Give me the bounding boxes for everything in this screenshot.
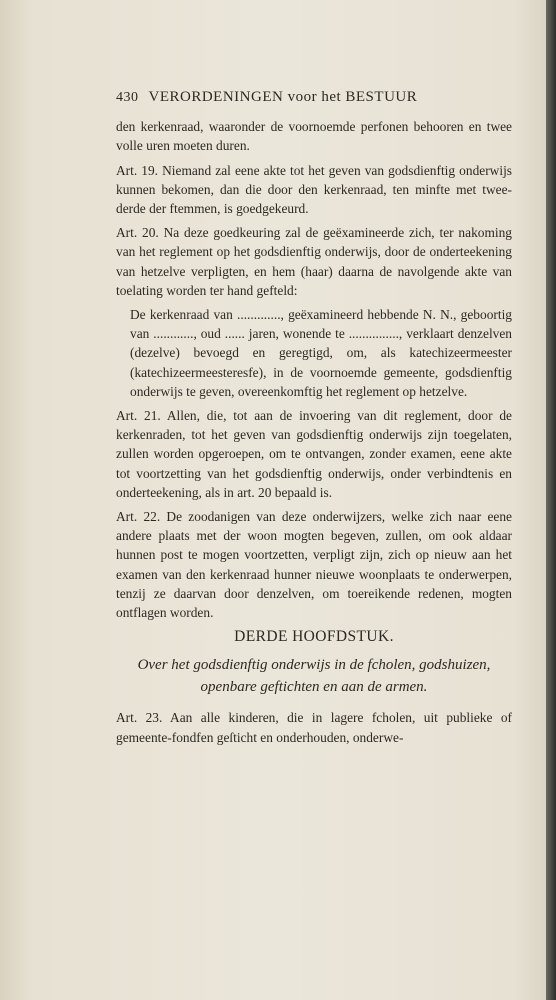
page-text (116, 88, 512, 752)
paragraph-continuation: den kerkenraad, waaronder de voornoemde perfonen behooren en twee volle uren moeten duren. (116, 119, 512, 154)
running-title: VERORDENINGEN voor het BESTUUR (148, 89, 418, 105)
chapter-heading: DERDE HOOFDSTUK. (234, 628, 394, 646)
article-21: Art. 21. Allen, die, tot aan de invoering van dit reglement, door de kerkenraden, tot het geven van godsdienftig onderwijs zijn toegelaten, zullen worden opgeroepen, om te ontvangen, zonder examen, eene akte tot voortzetting van het godsdienftig onderwijs, onder verbindtenis en onderteekening, als in art. 20 bepaald is. (116, 408, 512, 500)
article-20: Art. 20. Na deze goedkeuring zal de geëxamineerde zich, ter nakoming van het reglement op het godsdienftig onderwijs, door de onderteekening van hetzelve verpligten, en hem (haar) daarna de navolgende akte van toelating worden ter hand gefteld: (116, 225, 512, 298)
page-edge-shadow (546, 0, 556, 1000)
article-22: Art. 22. De zoodanigen van deze onderwijzers, welke zich naar eene andere plaats met der woon mogten begeven, zullen, om ook aldaar hunnen post te mogen voortzetten, verpligt zijn, zich op nieuw aan het examen van den kerkenraad hunner nieuwe woonplaats te onderwerpen, tenzij ze daarvan door denzelven, om toereikende redenen, mogten ontflagen worden. (116, 509, 512, 621)
page-number: 430 (116, 90, 139, 105)
akte-template: De kerkenraad van ............., geëxamineerd hebbende N. N., geboortig van ............, oud ...... jaren, wonende te ..............., verklaart denzelven (dezelve) bevoegd en geregtigd, om, als katechizeermeester (katechizeermeesteresfe), in de voornoemde gemeente, godsdienftig onderwijs te geven, overeenkomftig het reglement op hetzelve. (130, 307, 512, 399)
article-23: Art. 23. Aan alle kinderen, die in lagere fcholen, uit publieke of gemeente-fondfen geſticht en onderhouden, onderwe- (116, 710, 512, 745)
chapter-subtitle: Over het godsdienftig onderwijs in de fcholen, godshuizen, openbare geftichten en aan de armen. (137, 657, 491, 696)
running-header (116, 88, 512, 107)
article-19: Art. 19. Niemand zal eene akte tot het geven van godsdienftig onderwijs kunnen bekomen, dan die door den kerkenraad, ten minfte met twee-derde der ftemmen, is goedgekeurd. (116, 162, 512, 217)
